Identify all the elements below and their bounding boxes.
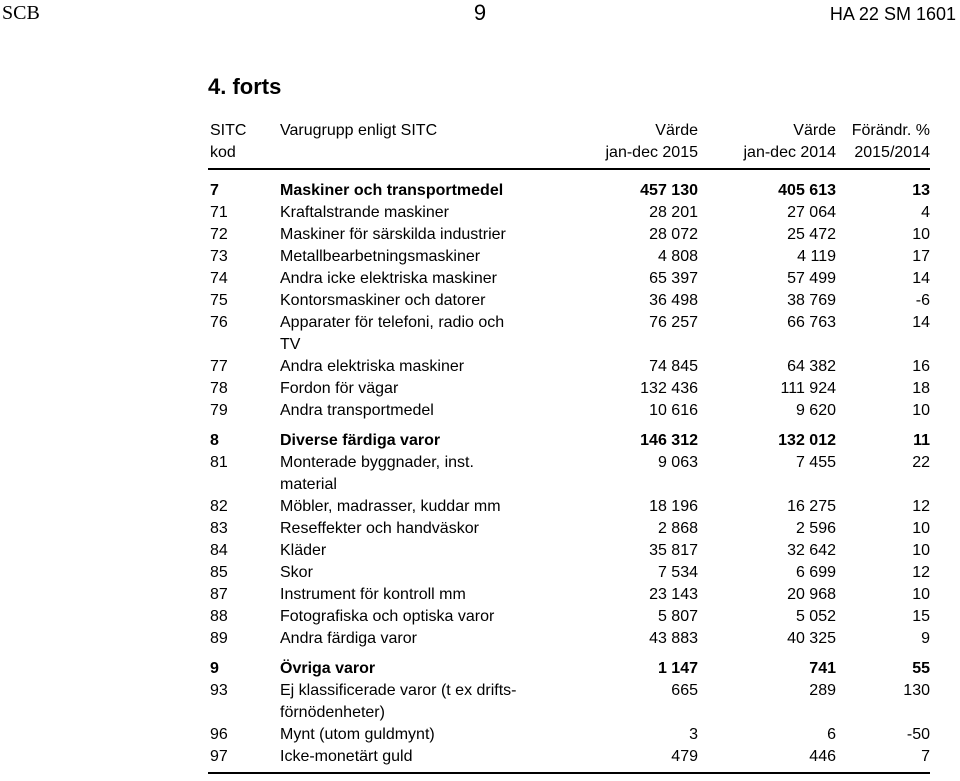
col-name-header: Varugrupp enligt SITC bbox=[280, 122, 438, 139]
value-2014: 446 bbox=[809, 748, 836, 765]
value-2014: 5 052 bbox=[795, 608, 836, 625]
product-group-name: Övriga varor bbox=[280, 660, 376, 677]
sitc-code: 84 bbox=[210, 542, 228, 559]
value-2015: 146 312 bbox=[640, 432, 698, 449]
sitc-code: 79 bbox=[210, 402, 228, 419]
value-2015: 9 063 bbox=[657, 454, 698, 471]
change-percent: 10 bbox=[912, 520, 930, 537]
group-row bbox=[208, 430, 930, 452]
value-2014: 405 613 bbox=[778, 182, 836, 199]
change-percent: 11 bbox=[913, 432, 930, 449]
section-title: 4. forts bbox=[208, 74, 282, 99]
value-2014: 6 699 bbox=[795, 564, 836, 581]
value-2014: 289 bbox=[809, 682, 836, 699]
sitc-code: 82 bbox=[210, 498, 228, 515]
sitc-code: 88 bbox=[210, 608, 228, 625]
page-header bbox=[0, 0, 960, 30]
product-group-name: Maskiner för särskilda industrier bbox=[280, 226, 506, 243]
product-group-name: Andra icke elektriska maskiner bbox=[280, 270, 497, 287]
value-2014: 20 968 bbox=[787, 586, 836, 603]
value-2014: 27 064 bbox=[787, 204, 836, 221]
sitc-code: 9 bbox=[210, 660, 219, 677]
value-2015: 76 257 bbox=[649, 314, 698, 331]
product-group-name: Apparater för telefoni, radio och TV bbox=[280, 314, 505, 353]
table-row bbox=[208, 452, 930, 496]
value-2014: 32 642 bbox=[787, 542, 836, 559]
value-2015: 65 397 bbox=[649, 270, 698, 287]
change-percent: 130 bbox=[903, 682, 930, 699]
value-2015: 5 807 bbox=[657, 608, 698, 625]
value-2015: 28 201 bbox=[649, 204, 698, 221]
change-percent: 17 bbox=[912, 248, 930, 265]
sitc-code: 96 bbox=[210, 726, 228, 743]
group-row bbox=[208, 658, 930, 680]
product-group-name: Fordon för vägar bbox=[280, 380, 399, 397]
product-group-name: Ej klassificerade varor (t ex drifts- förnödenheter) bbox=[280, 682, 517, 721]
value-2014: 16 275 bbox=[787, 498, 836, 515]
value-2014: 64 382 bbox=[787, 358, 836, 375]
table-row bbox=[208, 246, 930, 268]
sitc-code: 81 bbox=[210, 454, 228, 471]
table-row bbox=[208, 268, 930, 290]
change-percent: 14 bbox=[912, 314, 930, 331]
col-value-2014-header: Värde jan-dec 2014 bbox=[743, 122, 836, 161]
product-group-name: Maskiner och transportmedel bbox=[280, 182, 504, 199]
value-2014: 132 012 bbox=[778, 432, 836, 449]
change-percent: 12 bbox=[912, 564, 930, 581]
value-2015: 36 498 bbox=[649, 292, 698, 309]
product-group-name: Mynt (utom guldmynt) bbox=[280, 726, 435, 743]
change-percent: 4 bbox=[921, 204, 930, 221]
value-2014: 9 620 bbox=[795, 402, 836, 419]
product-group-name: Kraftalstrande maskiner bbox=[280, 204, 449, 221]
change-percent: 9 bbox=[921, 630, 930, 647]
sitc-code: 76 bbox=[210, 314, 228, 331]
change-percent: 12 bbox=[912, 498, 930, 515]
product-group-name: Andra färdiga varor bbox=[280, 630, 417, 647]
col-code-header: SITC kod bbox=[210, 122, 247, 161]
value-2014: 40 325 bbox=[787, 630, 836, 647]
value-2015: 665 bbox=[671, 682, 698, 699]
col-value-2015-header: Värde jan-dec 2015 bbox=[605, 122, 698, 161]
product-group-name: Andra transportmedel bbox=[280, 402, 434, 419]
change-percent: 18 bbox=[912, 380, 930, 397]
value-2015: 7 534 bbox=[657, 564, 698, 581]
change-percent: 15 bbox=[912, 608, 930, 625]
product-group-name: Diverse färdiga varor bbox=[280, 432, 441, 449]
sitc-code: 71 bbox=[210, 204, 228, 221]
sitc-code: 74 bbox=[210, 270, 228, 287]
product-group-name: Instrument för kontroll mm bbox=[280, 586, 466, 603]
table-row bbox=[208, 378, 930, 400]
value-2014: 57 499 bbox=[787, 270, 836, 287]
change-percent: 10 bbox=[912, 402, 930, 419]
value-2014: 7 455 bbox=[795, 454, 836, 471]
product-group-name: Skor bbox=[280, 564, 313, 581]
sitc-code: 93 bbox=[210, 682, 228, 699]
sitc-code: 83 bbox=[210, 520, 228, 537]
product-group-name: Kläder bbox=[280, 542, 327, 559]
value-2015: 457 130 bbox=[640, 182, 698, 199]
table-header bbox=[208, 120, 930, 170]
sitc-code: 8 bbox=[210, 432, 219, 449]
table-row bbox=[208, 496, 930, 518]
product-group-name: Metallbearbetningsmaskiner bbox=[280, 248, 481, 265]
value-2014: 4 119 bbox=[797, 248, 836, 265]
value-2014: 25 472 bbox=[787, 226, 836, 243]
change-percent: 7 bbox=[921, 748, 930, 765]
table-row bbox=[208, 518, 930, 540]
sitc-code: 85 bbox=[210, 564, 228, 581]
sitc-code: 75 bbox=[210, 292, 228, 309]
value-2014: 38 769 bbox=[787, 292, 836, 309]
value-2015: 28 072 bbox=[649, 226, 698, 243]
value-2014: 6 bbox=[827, 726, 836, 743]
table-bottom-rule bbox=[208, 772, 930, 774]
table-row bbox=[208, 606, 930, 628]
table-row bbox=[208, 540, 930, 562]
change-percent: 14 bbox=[912, 270, 930, 287]
product-group-name: Andra elektriska maskiner bbox=[280, 358, 465, 375]
value-2015: 23 143 bbox=[649, 586, 698, 603]
sitc-code: 7 bbox=[210, 182, 219, 199]
sitc-code: 97 bbox=[210, 748, 228, 765]
value-2015: 132 436 bbox=[640, 380, 698, 397]
value-2014: 741 bbox=[809, 660, 836, 677]
table-row bbox=[208, 224, 930, 246]
report-code: HA 22 SM 1601 bbox=[829, 4, 956, 24]
value-2014: 2 596 bbox=[795, 520, 836, 537]
sitc-code: 87 bbox=[210, 586, 228, 603]
value-2014: 66 763 bbox=[787, 314, 836, 331]
table-body bbox=[208, 180, 930, 768]
col-change-header: Förändr. % 2015/2014 bbox=[851, 122, 930, 161]
page-number: 9 bbox=[473, 0, 487, 25]
table-row bbox=[208, 562, 930, 584]
product-group-name: Kontorsmaskiner och datorer bbox=[280, 292, 486, 309]
table-row bbox=[208, 724, 930, 746]
sitc-code: 73 bbox=[210, 248, 228, 265]
table-row bbox=[208, 202, 930, 224]
change-percent: -50 bbox=[906, 726, 930, 743]
table-row bbox=[208, 628, 930, 650]
group-row bbox=[208, 180, 930, 202]
change-percent: -6 bbox=[915, 292, 930, 309]
table-row bbox=[208, 400, 930, 422]
product-group-name: Möbler, madrasser, kuddar mm bbox=[280, 498, 501, 515]
value-2014: 111 924 bbox=[780, 380, 836, 397]
table-row bbox=[208, 746, 930, 768]
value-2015: 479 bbox=[671, 748, 698, 765]
value-2015: 35 817 bbox=[649, 542, 698, 559]
product-group-name: Reseffekter och handväskor bbox=[280, 520, 479, 537]
sitc-code: 78 bbox=[210, 380, 228, 397]
value-2015: 74 845 bbox=[649, 358, 698, 375]
change-percent: 22 bbox=[912, 454, 930, 471]
product-group-name: Monterade byggnader, inst. material bbox=[280, 454, 474, 493]
change-percent: 10 bbox=[912, 226, 930, 243]
change-percent: 55 bbox=[912, 660, 930, 677]
value-2015: 1 147 bbox=[657, 660, 698, 677]
table-row bbox=[208, 312, 930, 356]
change-percent: 10 bbox=[912, 542, 930, 559]
change-percent: 10 bbox=[912, 586, 930, 603]
sitc-code: 77 bbox=[210, 358, 228, 375]
table-row bbox=[208, 290, 930, 312]
product-group-name: Fotografiska och optiska varor bbox=[280, 608, 495, 625]
change-percent: 13 bbox=[912, 182, 930, 199]
value-2015: 4 808 bbox=[657, 248, 698, 265]
product-group-name: Icke-monetärt guld bbox=[280, 748, 413, 765]
table-row bbox=[208, 584, 930, 606]
table-row bbox=[208, 680, 930, 724]
value-2015: 3 bbox=[689, 726, 698, 743]
value-2015: 10 616 bbox=[649, 402, 698, 419]
sitc-code: 72 bbox=[210, 226, 228, 243]
trade-table bbox=[208, 120, 930, 774]
change-percent: 16 bbox=[912, 358, 930, 375]
table-row bbox=[208, 356, 930, 378]
sitc-code: 89 bbox=[210, 630, 228, 647]
value-2015: 43 883 bbox=[649, 630, 698, 647]
publisher-label: SCB bbox=[2, 2, 40, 24]
value-2015: 2 868 bbox=[657, 520, 698, 537]
value-2015: 18 196 bbox=[649, 498, 698, 515]
